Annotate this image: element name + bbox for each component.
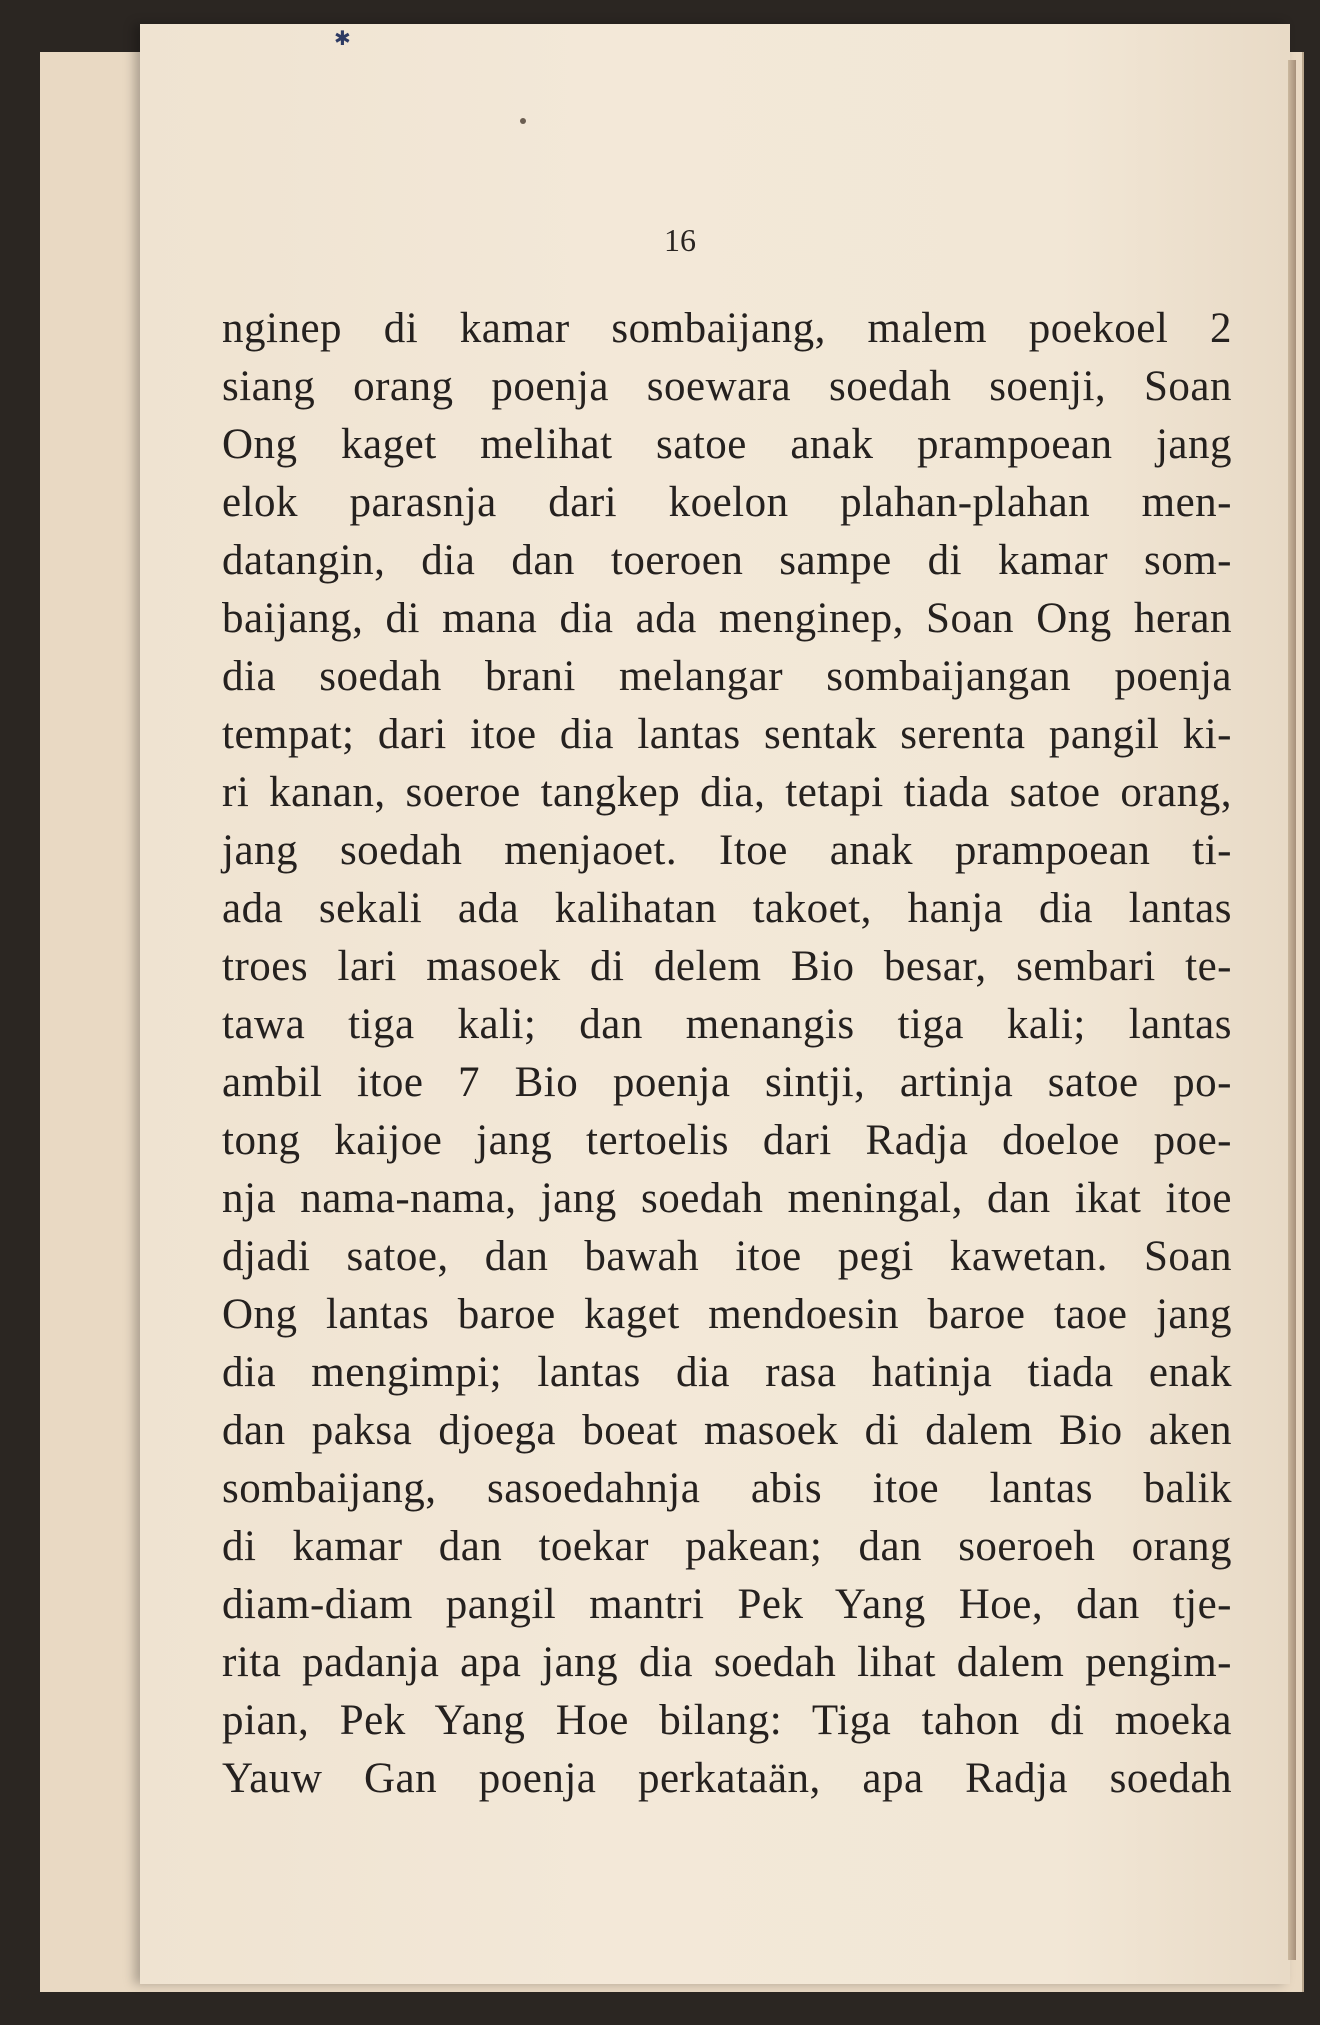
- text-line: djadi satoe, dan bawah itoe pegi kawetan. Soan: [222, 1233, 1232, 1280]
- text-line: elok parasnja dari koelon plahan-plahan men-: [222, 479, 1232, 526]
- text-line: sombaijang, sasoedahnja abis itoe lantas balik: [222, 1465, 1232, 1512]
- text-line: troes lari masoek di delem Bio besar, sembari te-: [222, 943, 1232, 990]
- text-line: tawa tiga kali; dan menangis tiga kali; lantas: [222, 1001, 1232, 1048]
- page-edge: [1288, 60, 1296, 1960]
- text-line: nja nama-nama, jang soedah meningal, dan ikat itoe: [222, 1175, 1232, 1222]
- text-line: siang orang poenja soewara soedah soenji, Soan: [222, 363, 1232, 410]
- text-line: tong kaijoe jang tertoelis dari Radja doeloe poe-: [222, 1117, 1232, 1164]
- text-line: pian, Pek Yang Hoe bilang: Tiga tahon di moeka: [222, 1697, 1232, 1744]
- text-line: baijang, di mana dia ada menginep, Soan Ong heran: [222, 595, 1232, 642]
- speck-mark: [520, 118, 526, 124]
- text-line: dan paksa djoega boeat masoek di dalem Bio aken: [222, 1407, 1232, 1454]
- text-line: tempat; dari itoe dia lantas sentak serenta pangil ki-: [222, 711, 1232, 758]
- text-line: Ong kaget melihat satoe anak prampoean jang: [222, 421, 1232, 468]
- text-line: nginep di kamar sombaijang, malem poekoel 2: [222, 305, 1232, 352]
- text-line: di kamar dan toekar pakean; dan soeroeh orang: [222, 1523, 1232, 1570]
- text-line: diam-diam pangil mantri Pek Yang Hoe, dan tje-: [222, 1581, 1232, 1628]
- page-number: 16: [664, 222, 696, 258]
- body-text: [222, 300, 1232, 1808]
- text-line: Ong lantas baroe kaget mendoesin baroe taoe jang: [222, 1291, 1232, 1338]
- text-line: ada sekali ada kalihatan takoet, hanja dia lantas: [222, 885, 1232, 932]
- text-line: dia mengimpi; lantas dia rasa hatinja tiada enak: [222, 1349, 1232, 1396]
- text-line: datangin, dia dan toeroen sampe di kamar som-: [222, 537, 1232, 584]
- text-line: jang soedah menjaoet. Itoe anak prampoean ti-: [222, 827, 1232, 874]
- text-line: ri kanan, soeroe tangkep dia, tetapi tiada satoe orang,: [222, 769, 1232, 816]
- text-line: Yauw Gan poenja perkataän, apa Radja soedah: [222, 1755, 1232, 1802]
- text-line: rita padanja apa jang dia soedah lihat dalem pengim-: [222, 1639, 1232, 1686]
- text-line: ambil itoe 7 Bio poenja sintji, artinja satoe po-: [222, 1059, 1232, 1106]
- text-line: dia soedah brani melangar sombaijangan poenja: [222, 653, 1232, 700]
- ink-blot-icon: ✱: [334, 26, 351, 50]
